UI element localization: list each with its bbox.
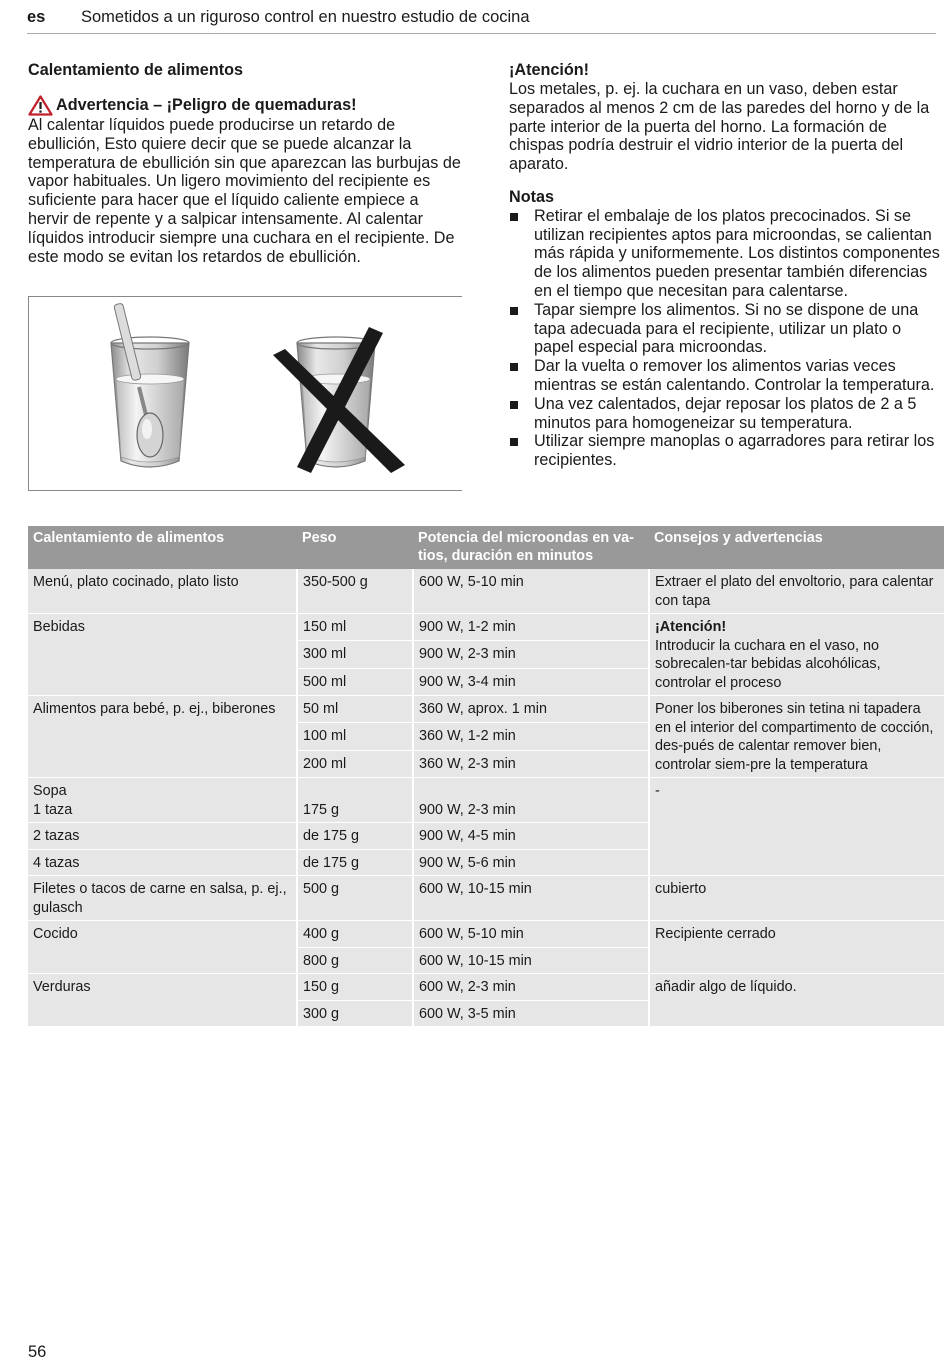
glass-spoon-image (29, 297, 462, 490)
power-cell: 900 W, 5-6 min (413, 849, 649, 876)
table-row (28, 974, 944, 1001)
bullet-icon (510, 363, 518, 371)
tip-cell: cubierto (649, 876, 944, 921)
glass-illustration (28, 296, 462, 491)
tip-cell: añadir algo de líquido. (649, 974, 944, 1027)
weight-cell: 200 ml (297, 750, 413, 777)
left-column (28, 60, 462, 266)
power-cell: 900 W, 3-4 min (413, 668, 649, 695)
attention-text: Los metales, p. ej. la cuchara en un vaso, deben estar separados al menos 2 cm de las paredes del horno y de la parte interior de la puerta del horno. La formación de chispas podría destruir el vidrio interior de la puerta del aparato. (509, 80, 930, 174)
table-header-row (28, 526, 944, 569)
notes-title: Notas (509, 187, 554, 206)
glass-with-spoon (111, 303, 189, 467)
page-header (27, 8, 930, 32)
tip-cell: Extraer el plato del envoltorio, para calentar con tapa (649, 569, 944, 614)
power-cell: 360 W, aprox. 1 min (413, 696, 649, 723)
note-text: Una vez calentados, dejar reposar los platos de 2 a 5 minutos para homogeneizar su temperatura. (534, 394, 917, 432)
food-cell: Verduras (28, 974, 297, 1027)
section-heading: Calentamiento de alimentos (28, 61, 243, 79)
warning-text: Al calentar líquidos puede producirse un retardo de ebullición, Esto quiere decir que se puede alcanzar la temperatura de ebullición sin que aparezcan las burbujas de vapor habituales. Un ligero movimiento del recipiente es suficiente para hacer que el líquido caliente empiece a hervir de repente y a salpicar intensamente. Al calentar líquidos introducir siempre una cuchara en el recipiente. De este modo se evitan los retardos de ebullición. (28, 116, 461, 266)
heating-table (28, 526, 944, 1027)
tip-title: ¡Atención! (655, 619, 727, 635)
table-row (28, 778, 944, 823)
table-row (28, 921, 944, 948)
power-cell: 600 W, 5-10 min (413, 921, 649, 948)
power-cell: 900 W, 4-5 min (413, 823, 649, 850)
note-text: Utilizar siempre manoplas o agarradores para retirar los recipientes. (534, 432, 935, 470)
list-item (509, 432, 941, 470)
header-title: Sometidos a un riguroso control en nuestro estudio de cocina (81, 8, 530, 26)
tip-cell (649, 614, 944, 696)
tip-cell: - (649, 778, 944, 876)
note-text: Tapar siempre los alimentos. Si no se dispone de una tapa adecuada para el recipiente, utilizar un plato o papel especial para microondas. (534, 300, 919, 357)
weight-value: 175 g (303, 801, 340, 818)
page-number: 56 (28, 1343, 47, 1361)
column-header: Potencia del microondas en va-tios, duración en minutos (413, 526, 649, 569)
food-cell: 2 tazas (28, 823, 297, 850)
tip-cell: Poner los biberones sin tetina ni tapadera en el interior del compartimento de cocción, des-pués de calentar remover bien, controlar siem-pre la temperatura (649, 696, 944, 778)
food-cell: Menú, plato cocinado, plato listo (28, 569, 297, 614)
weight-cell: de 175 g (297, 823, 413, 850)
power-cell (413, 778, 649, 823)
warning-triangle-icon (28, 95, 53, 116)
weight-cell: 50 ml (297, 696, 413, 723)
table-row (28, 614, 944, 641)
note-text: Retirar el embalaje de los platos precocinados. Si se utilizan recipientes aptos para microondas, se calientan más rápida y uniformemente. Los distintos componentes de los alimentos pueden presentar también diferencias en el tiempo que necesitan para calentarse. (534, 206, 940, 300)
weight-cell: 300 g (297, 1000, 413, 1027)
warning-title: Advertencia – ¡Peligro de quemaduras! (56, 96, 357, 115)
weight-cell: 150 g (297, 974, 413, 1001)
food-cell: 4 tazas (28, 849, 297, 876)
weight-cell: 400 g (297, 921, 413, 948)
column-header: Consejos y advertencias (649, 526, 944, 569)
bullet-icon (510, 307, 518, 315)
table-row (28, 876, 944, 921)
power-cell: 360 W, 2-3 min (413, 750, 649, 777)
food-cell: Alimentos para bebé, p. ej., biberones (28, 696, 297, 778)
notes-list (509, 207, 941, 470)
attention-title: ¡Atención! (509, 61, 590, 79)
food-cell: Filetes o tacos de carne en salsa, p. ej., gulasch (28, 876, 297, 921)
table-row (28, 696, 944, 723)
column-header: Calentamiento de alimentos (28, 526, 297, 569)
tip-text: Introducir la cuchara en el vaso, no sobrecalen-tar bebidas alcohólicas, controlar el proceso (655, 637, 881, 691)
power-cell: 900 W, 1-2 min (413, 614, 649, 641)
power-cell: 600 W, 10-15 min (413, 947, 649, 974)
bullet-icon (510, 401, 518, 409)
list-item (509, 357, 941, 395)
weight-cell: 500 g (297, 876, 413, 921)
list-item (509, 207, 941, 301)
power-value: 900 W, 2-3 min (419, 801, 516, 818)
power-cell: 360 W, 1-2 min (413, 723, 649, 750)
food-variant: 1 taza (33, 801, 73, 818)
bullet-icon (510, 438, 518, 446)
weight-cell: 800 g (297, 947, 413, 974)
warning-heading (28, 95, 462, 116)
food-cell: Cocido (28, 921, 297, 974)
weight-cell: de 175 g (297, 849, 413, 876)
power-cell: 600 W, 5-10 min (413, 569, 649, 614)
list-item (509, 301, 941, 357)
power-cell: 600 W, 3-5 min (413, 1000, 649, 1027)
power-cell: 900 W, 2-3 min (413, 641, 649, 668)
column-header: Peso (297, 526, 413, 569)
weight-cell: 100 ml (297, 723, 413, 750)
right-column (509, 60, 941, 470)
power-cell: 600 W, 2-3 min (413, 974, 649, 1001)
tip-cell: Recipiente cerrado (649, 921, 944, 974)
note-text: Dar la vuelta o remover los alimentos varias veces mientras se están calentando. Controlar la temperatura. (534, 357, 935, 394)
weight-cell (297, 778, 413, 823)
language-code: es (27, 8, 46, 26)
weight-cell: 500 ml (297, 668, 413, 695)
bullet-icon (510, 213, 518, 221)
list-item (509, 395, 941, 433)
power-cell: 600 W, 10-15 min (413, 876, 649, 921)
table-row (28, 569, 944, 614)
food-cell: Bebidas (28, 614, 297, 696)
weight-cell: 150 ml (297, 614, 413, 641)
food-cell (28, 778, 297, 823)
food-group: Sopa (33, 783, 67, 799)
weight-cell: 350-500 g (297, 569, 413, 614)
weight-cell: 300 ml (297, 641, 413, 668)
header-divider (27, 33, 936, 34)
